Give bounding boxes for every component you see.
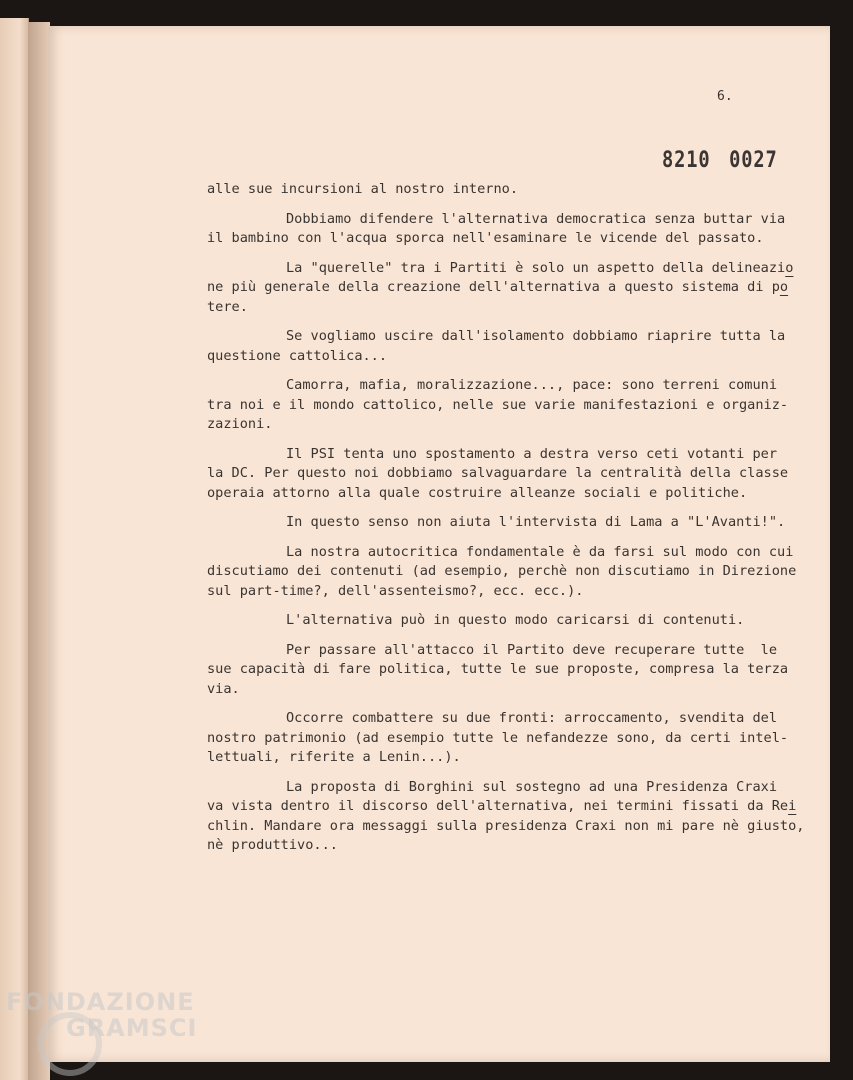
text-line — [207, 562, 797, 582]
text-line — [207, 347, 797, 367]
underlined-fragment: o — [779, 279, 789, 295]
watermark-line-1: FONDAZIONE — [6, 988, 195, 1016]
text-line-content: In questo senso non aiuta l'intervista di Lama a "L'Avanti!". — [286, 514, 786, 530]
text-line-content: via. — [207, 680, 240, 697]
text-line — [207, 229, 797, 249]
text-line-content: lettuali, riferite a Lenin...). — [207, 749, 461, 765]
text-line-content: La proposta di Borghini sul sostegno ad una Presidenza Craxi — [286, 778, 778, 795]
text-line-content: il bambino con l'acqua sporca nell'esaminare le vicende del passato. — [207, 230, 764, 246]
text-line-content: L'alternativa può in questo modo caricarsi di contenuti. — [286, 612, 745, 628]
text-line-content: Occorre combattere su due fronti: arroccamento, svendita del — [286, 710, 778, 726]
text-line-content: Dobbiamo difendere l'alternativa democratica senza buttar via — [286, 210, 786, 227]
text-line — [207, 817, 805, 837]
text-line-content: chlin. Mandare ora messaggi sulla presidenza Craxi non mi pare nè giusto, — [207, 817, 805, 834]
text-line — [207, 748, 797, 768]
text-line — [207, 415, 797, 435]
text-line — [207, 660, 797, 680]
text-line — [207, 376, 797, 396]
text-line-content: nè produttivo... — [207, 837, 338, 853]
text-line — [207, 797, 797, 817]
left-page-edge — [0, 18, 29, 1080]
text-line — [207, 836, 797, 856]
text-line-content: la DC. Per questo noi dobbiamo salvaguardare la centralità della classe — [207, 465, 789, 481]
text-line-content: nostro patrimonio (ad esempio tutte le nefandezze sono, da certi intel- — [207, 729, 789, 746]
underlined-fragment: o — [785, 259, 794, 276]
text-line — [207, 464, 797, 484]
text-line — [207, 180, 797, 200]
text-line — [207, 396, 797, 416]
text-line — [207, 641, 797, 661]
text-line — [207, 709, 797, 729]
binding-spine — [28, 22, 50, 1080]
text-line — [207, 298, 797, 318]
document-body — [207, 180, 805, 856]
text-line-content: sul part-time?, dell'assenteismo?, ecc. ecc.). — [207, 582, 584, 599]
text-line-content: La "querelle" tra i Partiti è solo un aspetto della delineazi — [286, 259, 786, 276]
text-line-content: sue capacità di fare politica, tutte le sue proposte, compresa la terza — [207, 661, 789, 677]
text-line-content: Il PSI tenta uno spostamento a destra verso ceti votanti per — [286, 445, 778, 462]
text-line — [207, 278, 797, 298]
watermark-line-2: GRAMSCI — [66, 1014, 198, 1042]
text-line-content: tra noi e il mondo cattolico, nelle sue varie manifestazioni e organiz- — [207, 396, 789, 413]
text-line — [207, 210, 797, 230]
text-line — [207, 680, 797, 700]
text-line-content: operaia attorno alla quale costruire alleanze sociali e politiche. — [207, 484, 748, 501]
text-line — [207, 259, 797, 279]
text-line — [207, 611, 797, 631]
watermark — [6, 988, 197, 1042]
text-line-content: questione cattolica... — [207, 347, 388, 364]
text-line-content: Se vogliamo uscire dall'isolamento dobbiamo riaprire tutta la — [286, 328, 786, 344]
text-line-content: Camorra, mafia, moralizzazione..., pace: sono terreni comuni — [286, 377, 778, 393]
text-line-content: discutiamo dei contenuti (ad esempio, perchè non discutiamo in Direzione — [207, 563, 797, 579]
text-line — [207, 513, 797, 533]
text-line-content: Per passare all'attacco il Partito deve recuperare tutte le — [286, 641, 778, 658]
page-number: 6. — [717, 89, 733, 104]
text-line — [207, 327, 797, 347]
text-line — [207, 582, 797, 602]
archive-code-left: 8210 — [662, 148, 711, 173]
archive-code-right: 0027 — [729, 148, 778, 173]
text-line — [207, 778, 797, 798]
text-line-content: zazioni. — [207, 416, 273, 432]
text-line — [207, 484, 797, 504]
text-line-content: ne più generale della creazione dell'alternativa a questo sistema di p — [207, 279, 780, 295]
text-line-content: La nostra autocritica fondamentale è da farsi sul modo con cui — [286, 543, 794, 560]
underlined-fragment: i — [788, 798, 797, 814]
text-line-content: alle sue incursioni al nostro interno. — [207, 181, 518, 197]
text-line-content: tere. — [207, 298, 248, 315]
text-line — [207, 543, 797, 563]
archive-stamp — [662, 148, 778, 173]
text-line — [207, 445, 797, 465]
text-line-content: va vista dentro il discorso dell'alternativa, nei termini fissati da Re — [207, 798, 789, 814]
text-line — [207, 729, 797, 749]
